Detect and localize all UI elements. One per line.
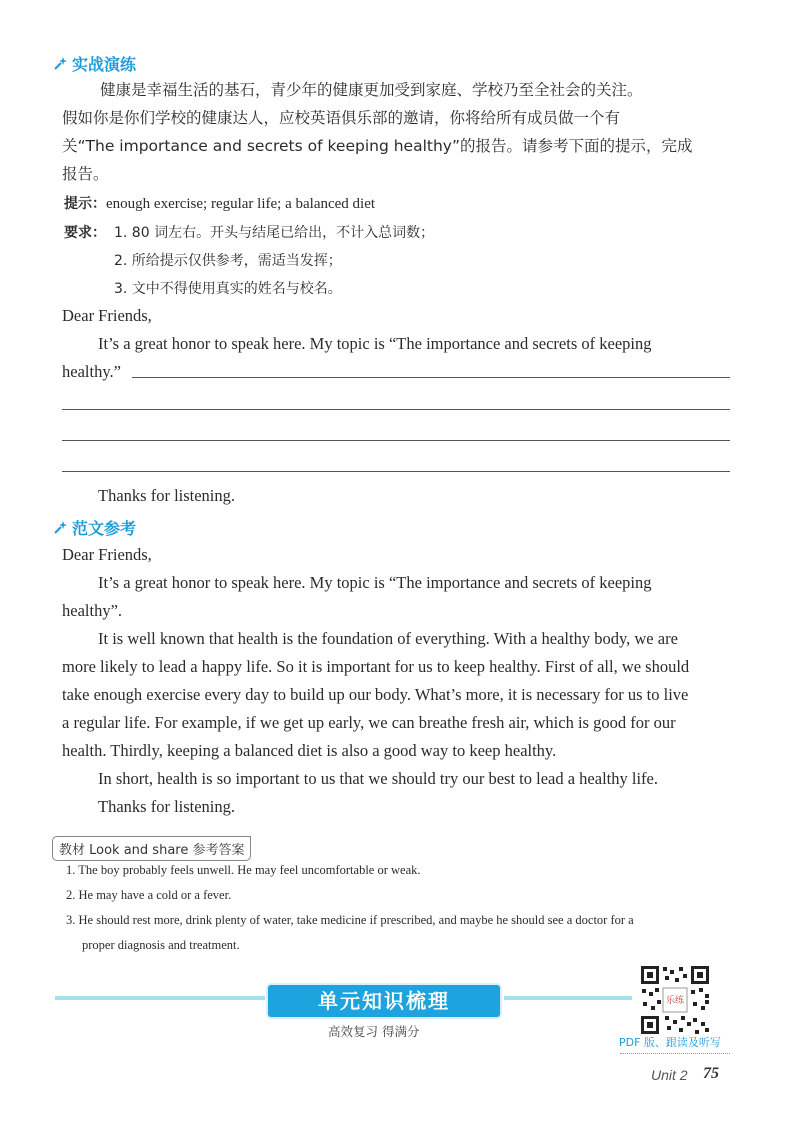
requirements-label: 要求：	[64, 225, 106, 241]
requirement-1: 1. 80 词左右。开头与结尾已给出，不计入总词数；	[114, 225, 435, 241]
banner-bar-left	[55, 996, 265, 1000]
answer-item: 1. The boy probably feels unwell. He may feel uncomfortable or weak.	[66, 863, 421, 877]
writing-line[interactable]	[62, 440, 730, 441]
model-line: health. Thirdly, keeping a balanced diet is also a good way to keep healthy.	[62, 741, 557, 760]
model-line: healthy”.	[62, 601, 123, 620]
answers-tag: 教材 Look and share 参考答案	[52, 836, 251, 861]
sparkle-icon	[52, 520, 68, 536]
model-line: a regular life. For example, if we get up early, we can breathe fresh air, which is good for our	[62, 713, 676, 732]
model-heading: 范文参考	[52, 516, 136, 539]
intro-line-4: 报告。	[62, 165, 109, 183]
model-line: take enough exercise every day to build up our body. What’s more, it is necessary for us to live	[62, 685, 689, 704]
answer-item: proper diagnosis and treatment.	[82, 938, 240, 952]
footer-unit: Unit 2	[651, 1067, 688, 1083]
model-line: Thanks for listening.	[98, 797, 236, 816]
intro-line-2: 假如你是你们学校的健康达人，应校英语俱乐部的邀请，你将给所有成员做一个有	[62, 109, 621, 127]
page-number: 75	[703, 1065, 719, 1082]
footer-divider	[620, 1053, 730, 1054]
banner-bar-right	[504, 996, 632, 1000]
answer-item: 3. He should rest more, drink plenty of water, take medicine if prescribed, and maybe he should see a doctor for a	[66, 913, 634, 927]
requirement-2: 2. 所给提示仅供参考，需适当发挥；	[114, 253, 342, 269]
hint	[64, 193, 375, 213]
writing-line[interactable]	[62, 409, 730, 410]
banner-title: 单元知识梳理	[268, 985, 500, 1017]
qr-center-text: 乐练	[665, 996, 684, 1006]
model-line: It’s a great honor to speak here. My topic is “The importance and secrets of keeping	[98, 573, 652, 592]
practice-heading: 实战演练	[52, 52, 136, 75]
writing-line[interactable]	[132, 377, 730, 378]
banner-subtitle: 高效复习 得满分	[328, 1024, 420, 1039]
model-salutation: Dear Friends,	[62, 545, 152, 564]
practice-opening-1: It’s a great honor to speak here. My topic is “The importance and secrets of keeping	[98, 334, 652, 353]
intro-line-1: 健康是幸福生活的基石，青少年的健康更加受到家庭、学校乃至全社会的关注。	[100, 81, 643, 99]
hint-text: enough exercise; regular life; a balanced diet	[106, 196, 376, 212]
requirement-3: 3. 文中不得使用真实的姓名与校名。	[114, 281, 342, 297]
practice-closing: Thanks for listening.	[98, 486, 236, 505]
practice-opening-2: healthy.”	[62, 362, 121, 381]
qr-label: PDF 版、跟读及听写	[619, 1036, 721, 1049]
hint-label: 提示：	[64, 196, 106, 212]
answer-item: 2. He may have a cold or a fever.	[66, 888, 232, 902]
model-line: It is well known that health is the foundation of everything. With a healthy body, we are	[98, 629, 678, 648]
practice-salutation: Dear Friends,	[62, 306, 152, 325]
sparkle-icon	[52, 56, 68, 72]
writing-line[interactable]	[62, 471, 730, 472]
qr-code[interactable]	[639, 964, 711, 1036]
intro-line-3: 关“The importance and secrets of keeping healthy”的报告。请参考下面的提示，完成	[62, 137, 693, 155]
model-line: In short, health is so important to us that we should try our best to lead a healthy life.	[98, 769, 658, 788]
model-line: more likely to lead a happy life. So it is important for us to keep healthy. First of all, we should	[62, 657, 690, 676]
